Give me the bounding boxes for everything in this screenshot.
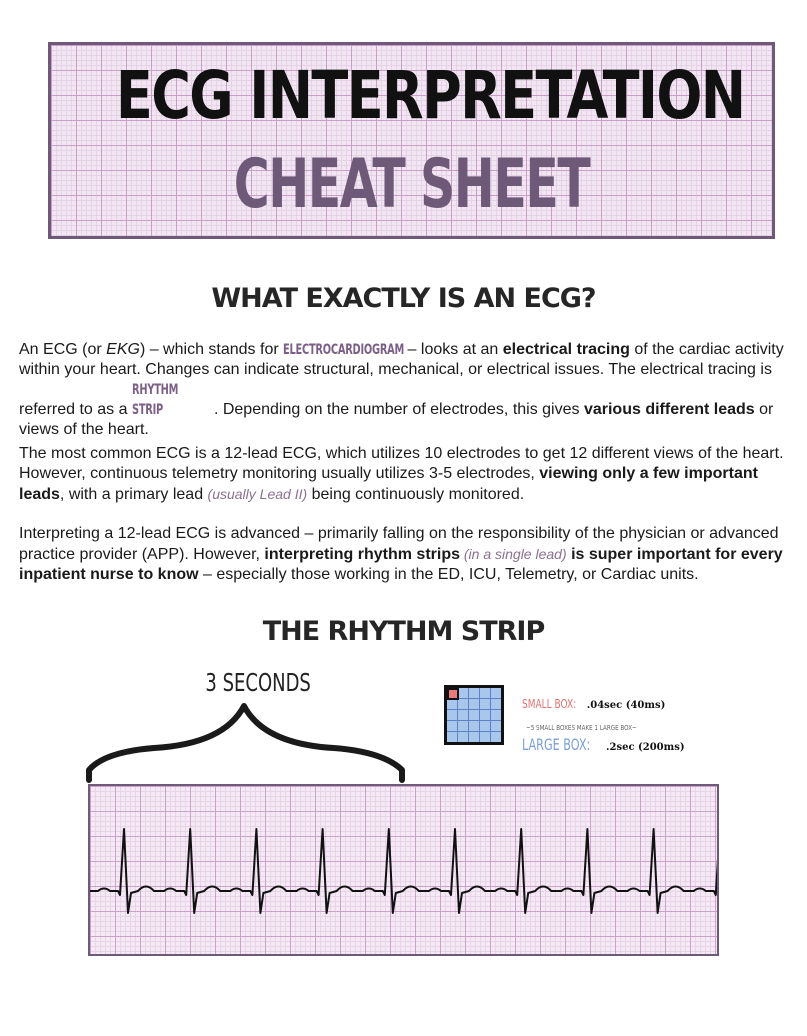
three-seconds-label: 3 SECONDS [205, 668, 311, 697]
text: The most common ECG is a 12-lead ECG, which utilizes 10 electrodes to get 12 different views of the heart. However, continuous telemetry monitoring usually utilizes 3-5 electrodes, [19, 445, 784, 482]
note-lead-ii: (usually Lead II) [207, 486, 308, 502]
term-electrocardiogram: ELECTROCARDIOGRAM [283, 342, 405, 358]
text: , with a primary lead [59, 486, 208, 503]
note-single-lead: (in a single lead) [460, 546, 567, 562]
text-bold: various different leads [583, 401, 755, 418]
text: of the cardiac activity within your heart. Changes can indicate structural, mechanical, or electrical issues. The electrical tracing is referred to as a [19, 341, 784, 418]
text: – especially those working in the ED, ICU, Telemetry, or Cardiac units. [198, 566, 699, 583]
text-bold: viewing only a few important leads [19, 465, 758, 503]
term-rhythm-strip: RHYTHM STRIP [131, 382, 179, 418]
legend-middle-row [526, 717, 664, 735]
rhythm-strip [88, 784, 719, 956]
banner-subtitle: CHEAT SHEET [233, 145, 590, 224]
text: Interpreting a 12-lead ECG is advanced – primarily falling on the responsibility of the physician or advanced practice provider (APP). However, [19, 525, 779, 563]
small-box-label: SMALL BOX: [522, 697, 577, 711]
small-box-highlight [447, 688, 459, 700]
large-box-label: LARGE BOX: [522, 735, 591, 754]
paragraph-interpreting [19, 524, 789, 585]
small-box-value: .04sec (40ms) [586, 700, 666, 711]
large-box-value: .2sec (200ms) [606, 742, 685, 753]
legend-large-box-row [522, 735, 685, 755]
text: – looks at an [403, 341, 503, 358]
text: or views of the heart. [19, 401, 774, 438]
text: An ECG (or [19, 341, 107, 358]
text: being continuously monitored. [307, 486, 525, 503]
text-bold: interpreting rhythm strips [264, 546, 460, 563]
banner-title: ECG INTERPRETATION [115, 57, 745, 134]
box-legend [440, 683, 685, 765]
section-heading-rhythm-strip: THE RHYTHM STRIP [262, 616, 545, 647]
title-banner [48, 42, 775, 239]
text-italic: EKG [106, 341, 140, 358]
section-heading-what-is-ecg: WHAT EXACTLY IS AN ECG? [211, 283, 596, 314]
text-bold: electrical tracing [502, 341, 630, 358]
legend-small-box-row [522, 695, 665, 713]
ecg-trace [90, 786, 717, 954]
text: . Depending on the number of electrodes, this gives [213, 401, 584, 418]
boxes-conversion-note: ~5 SMALL BOXES MAKE 1 LARGE BOX~ [526, 724, 637, 732]
text-bold: is super important for every inpatient nurse to know [19, 546, 783, 583]
ecg-waveform [90, 829, 717, 913]
grid-box-illustration [444, 685, 504, 745]
paragraph-intro [19, 340, 789, 440]
paragraph-12-lead [19, 444, 789, 505]
text: ) – which stands for [139, 341, 284, 358]
three-second-brace [84, 700, 410, 784]
